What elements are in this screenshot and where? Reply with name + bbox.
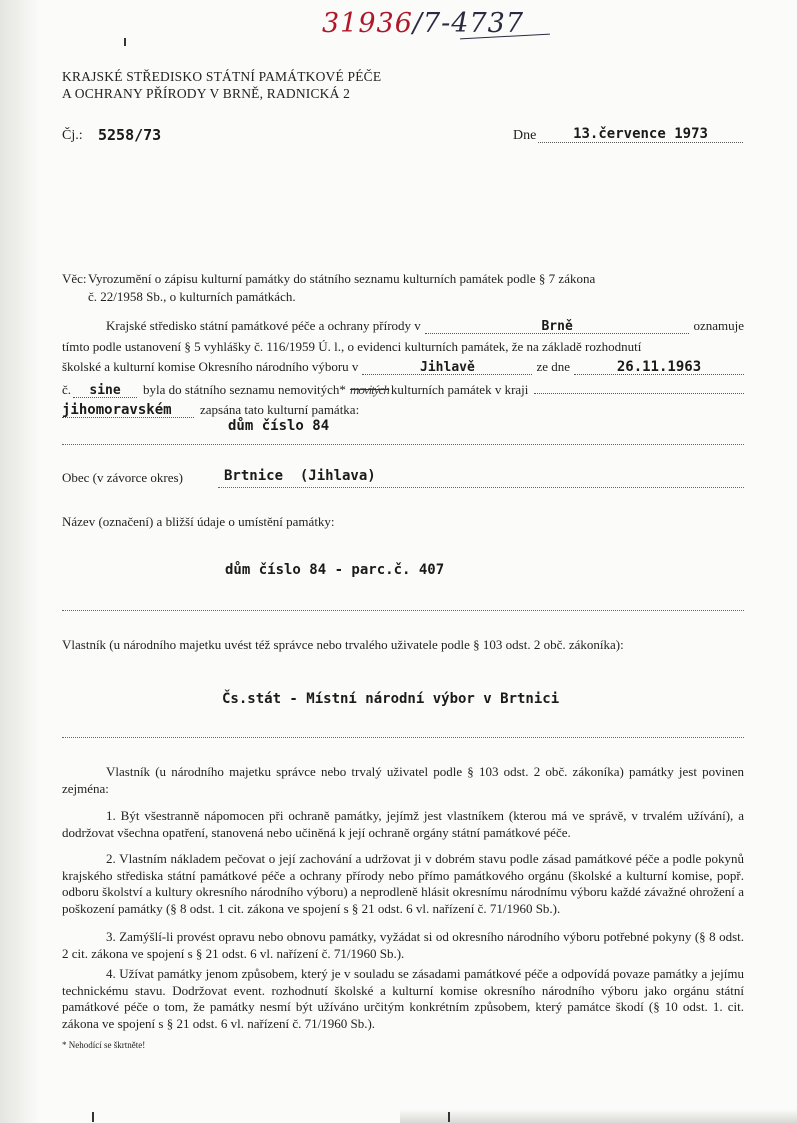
municipality-label: Obec (v závorce okres)	[62, 470, 183, 485]
duty-text: 2. Vlastním nákladem pečovat o její zachování a udržovat ji v dobrém stavu podle zásad památkové péče a podle pokynů krajského střediska státní památkové péče a ochrany přírody nebo přímo památkového orgánu (školské a kulturní komise, popř. odboru školství a kultury okresního národního výboru) a neprodleně hlásit okresnímu národnímu výboru každé závažné ohrožení a poškození památky (§ 8 odst. 1 cit. zákona ve spojení s § 21 odst. 6 vl. nařízení č. 71/1960 Sb.).	[62, 851, 744, 916]
region-field	[62, 402, 194, 418]
decision-date-value: 26.11.1963	[616, 359, 702, 375]
scan-mark	[92, 1112, 94, 1122]
decision-number-field	[73, 382, 137, 398]
duty-text: 3. Zamýšlí-li provést opravu nebo obnovu památky, vyžádat si od okresního národního výboru potřebné pokyny (§ 8 odst. 2 cit. zákona ve spojení s § 21 odst. 6 vl. nařízení č. 71/1960 Sb.).	[62, 929, 744, 961]
subject-label: Věc:	[62, 271, 87, 286]
subject-line-1: Vyrozumění o zápisu kulturní památky do státního seznamu kulturních památek podle § 7 zákona	[88, 271, 596, 286]
dotted-rule	[62, 737, 744, 738]
subject-line-2: č. 22/1958 Sb., o kulturních památkách.	[88, 289, 296, 304]
body-text: zapsána tato kulturní památka:	[200, 402, 360, 417]
scan-mark	[448, 1112, 450, 1122]
date-value: 13.července 1973	[538, 126, 743, 143]
duty-item	[62, 929, 744, 962]
body-text: školské a kulturní komise Okresního národního výboru v	[62, 359, 359, 374]
owner-value: Čs.stát - Místní národní výbor v Brtnici	[222, 691, 560, 707]
issuer-line-1: KRAJSKÉ STŘEDISKO STÁTNÍ PAMÁTKOVÉ PÉČE	[62, 69, 382, 84]
scan-mark	[124, 38, 126, 46]
district-field	[362, 359, 532, 375]
subject	[62, 270, 744, 306]
date-label: Dne	[513, 128, 537, 143]
dotted-rule	[218, 487, 744, 488]
location-value: dům číslo 84 - parc.č. 407	[225, 562, 445, 578]
body-text: ze dne	[536, 359, 570, 374]
duties-intro	[62, 764, 744, 797]
scan-edge-shadow	[0, 0, 40, 1123]
monument-name: dům číslo 84	[228, 418, 330, 434]
dotted-rule	[62, 610, 744, 611]
duty-text: 4. Užívat památky jenom způsobem, který je v souladu se zásadami památkové péče a odpovídá povaze památky a jejímu technickému stavu. Dodržovat event. rozhodnutí školské a kulturní komise okresního národního výboru jako orgánu státní památkové péče o tom, že památky nesmí být užíváno určitým konkrétním způsobem, který památce škodí (§ 10 odst. 1. cit. zákona ve spojení s § 21 odst. 6 vl. nařízení č. 71/1960 Sb.).	[62, 966, 744, 1031]
scan-bottom-shadow	[400, 1109, 797, 1123]
handwritten-ink-number: /7-4737	[412, 8, 525, 39]
duty-text: 1. Být všestranně nápomocen při ochraně památky, jejímž jest vlastníkem (kterou má ve správě, v trvalém užívání), a dodržovat všechna opatření, stanovená nebo učiněná k její ochraně orgány státní památkové péče.	[62, 808, 744, 840]
handwritten-red-number: 31936	[322, 8, 413, 39]
location-label: Název (označení) a bližší údaje o umístění památky:	[62, 514, 335, 529]
body-text: byla do státního seznamu nemovitých*	[143, 381, 346, 397]
struck-word: movitých	[349, 381, 389, 397]
duty-item	[62, 851, 744, 917]
reference-label: Čj.:	[62, 128, 83, 143]
duty-item	[62, 808, 744, 841]
body-text: Krajské středisko státní památkové péče a ochrany přírody v	[106, 318, 421, 333]
duties-intro-text: Vlastník (u národního majetku správce nebo trvalý uživatel podle § 103 odst. 2 obč. zákoníka) památky jest povinen zejména:	[62, 764, 744, 796]
municipality-value: Brtnice (Jihlava)	[224, 468, 376, 484]
issuer-header	[62, 68, 381, 102]
body-text: oznamuje	[693, 318, 744, 333]
city-field	[425, 318, 690, 334]
dotted-rule	[62, 444, 744, 445]
body-text: č.	[62, 381, 72, 397]
owner-label: Vlastník (u národního majetku uvést též správce nebo trvalého uživatele podle § 103 odst. 2 obč. zákoníka):	[62, 637, 624, 652]
issuer-line-2: A OCHRANY PŘÍRODY V BRNĚ, RADNICKÁ 2	[62, 86, 351, 101]
notification-paragraph	[62, 316, 744, 421]
reference-number: 5258/73	[98, 126, 162, 144]
district-value: Jihlavě	[420, 360, 475, 375]
decision-date-field	[574, 359, 744, 375]
decision-number-value: sine	[89, 382, 121, 398]
region-blank	[534, 378, 744, 394]
handwritten-reference-number	[322, 8, 524, 39]
city-value: Brně	[541, 319, 573, 334]
region-value: jihomoravském	[62, 402, 172, 418]
duty-item	[62, 966, 744, 1032]
body-text: tímto podle ustanovení § 5 vyhlášky č. 116/1959 Ú. l., o evidenci kulturních památek, že na základě rozhodnutí	[62, 338, 642, 354]
body-text: kulturních památek v kraji	[390, 381, 529, 397]
footnote: * Nehodící se škrtněte!	[62, 1040, 146, 1050]
